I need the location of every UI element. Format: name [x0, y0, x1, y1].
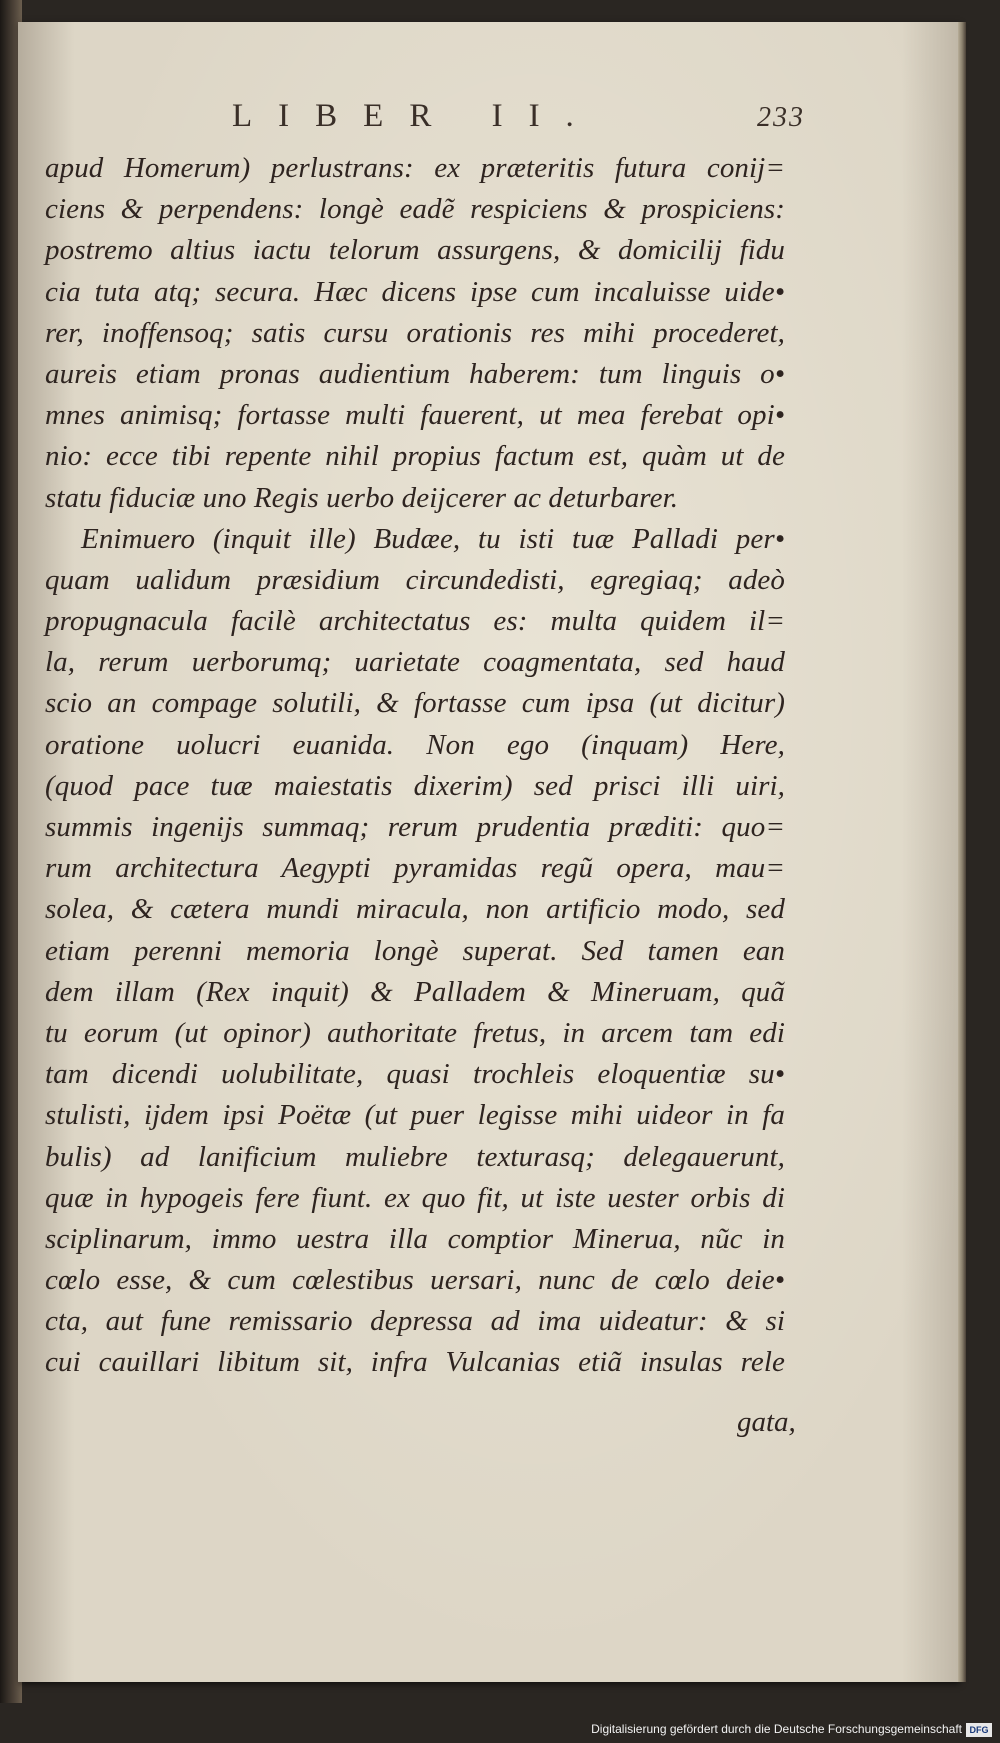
- text-line: sciplinarum, immo uestra illa comptior Minerua, nũc in: [45, 1222, 785, 1255]
- text-line: etiam perenni memoria longè superat. Sed tamen ean: [45, 934, 785, 967]
- text-line: oratione uolucri euanida. Non ego (inquam) Here,: [45, 728, 785, 761]
- text-line: quæ in hypogeis fere fiunt. ex quo fit, ut iste uester orbis di: [45, 1181, 785, 1214]
- text-line: aureis etiam pronas audientium haberem: tum linguis o•: [45, 357, 785, 390]
- footer-bar: [0, 1703, 1000, 1743]
- text-line: quam ualidum præsidium circundedisti, egregiaq; adeò: [45, 563, 785, 596]
- text-line: Enimuero (inquit ille) Budæe, tu isti tuæ Palladi per•: [81, 522, 785, 555]
- text-line: postremo altius iactu telorum assurgens, & domicilij fidu: [45, 234, 785, 267]
- text-line: nio: ecce tibi repente nihil propius factum est, quàm ut de: [45, 440, 785, 473]
- text-line: solea, & cætera mundi miracula, non artificio modo, sed: [45, 893, 785, 926]
- text-block: [45, 148, 785, 1384]
- text-line: propugnacula facilè architectatus es: multa quidem il=: [45, 605, 785, 638]
- text-line: cœlo esse, & cum cœlestibus uersari, nunc de cœlo deie•: [45, 1264, 785, 1297]
- text-line: scio an compage solutili, & fortasse cum ipsa (ut dicitur): [45, 687, 785, 720]
- dfg-logo: DFG: [966, 1723, 992, 1737]
- running-head: LIBER II.: [232, 98, 600, 134]
- funding-credit: Digitalisierung gefördert durch die Deutsche Forschungsgemeinschaft: [591, 1722, 962, 1736]
- text-line: cta, aut fune remissario depressa ad ima uideatur: & si: [45, 1305, 785, 1338]
- text-line: stulisti, ijdem ipsi Poëtæ (ut puer legisse mihi uideor in fa: [45, 1099, 785, 1132]
- text-line: apud Homerum) perlustrans: ex præteritis futura conij=: [45, 152, 785, 184]
- catchword: gata,: [737, 1406, 796, 1438]
- text-line: mnes animisq; fortasse multi fauerent, ut mea ferebat opi•: [45, 399, 785, 432]
- text-line: ciens & perpendens: longè eadẽ respiciens & prospiciens:: [45, 193, 785, 226]
- text-line: rer, inoffensoq; satis cursu orationis res mihi procederet,: [45, 316, 785, 349]
- text-line: summis ingenijs summaq; rerum prudentia præditi: quo=: [45, 811, 785, 843]
- text-line: la, rerum uerborumq; uarietate coagmentata, sed haud: [45, 646, 785, 679]
- text-line: bulis) ad lanificium muliebre texturasq; delegauerunt,: [45, 1140, 785, 1173]
- page-edge: [958, 22, 966, 1682]
- text-line: cui cauillari libitum sit, infra Vulcanias etiã insulas rele: [45, 1346, 785, 1379]
- text-line: cia tuta atq; secura. Hæc dicens ipse cum incaluisse uide•: [45, 275, 785, 308]
- text-line: statu fiduciæ uno Regis uerbo deijcerer ac deturbarer.: [45, 481, 679, 514]
- text-line: tam dicendi uolubilitate, quasi trochleis eloquentiæ su•: [45, 1058, 785, 1091]
- text-line: tu eorum (ut opinor) authoritate fretus, in arcem tam edi: [45, 1016, 785, 1049]
- text-line: rum architectura Aegypti pyramidas regũ opera, mau=: [45, 852, 785, 885]
- page-number: 233: [757, 102, 805, 133]
- text-line: dem illam (Rex inquit) & Palladem & Mineruam, quã: [45, 975, 785, 1008]
- text-line: (quod pace tuæ maiestatis dixerim) sed prisci illi uiri,: [45, 769, 785, 802]
